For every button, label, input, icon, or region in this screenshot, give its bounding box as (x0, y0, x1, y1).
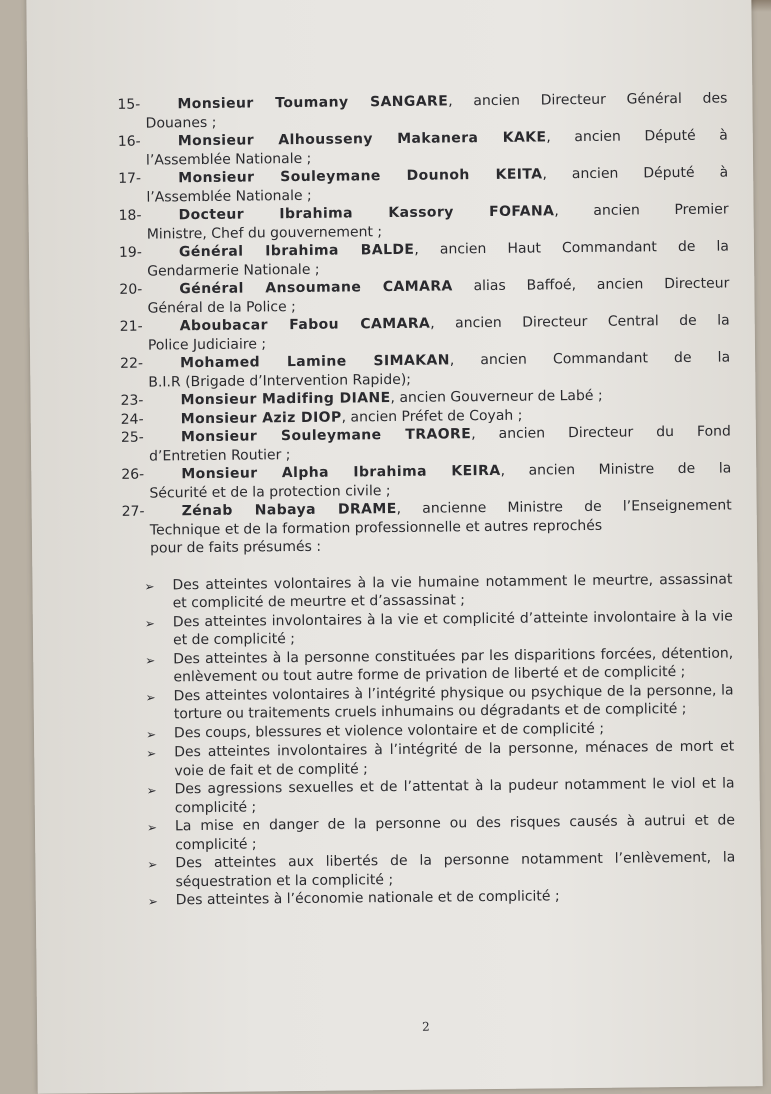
charge-text: Des atteintes volontaires à l’intégrité physique ou psychique de la personne, la torture ou traitements cruels inhumains ou dégradants et de complicité ; (173, 681, 734, 723)
arrow-right-icon: ➢ (145, 727, 157, 742)
accused-entry (121, 459, 731, 502)
charges-intro: pour de faits présumés : (149, 538, 322, 557)
accused-entry (119, 237, 729, 280)
accused-entry (118, 200, 728, 243)
entry-number: 24- (120, 411, 144, 428)
entry-number: 20- (119, 281, 143, 298)
entry-name: Mohamed Lamine SIMAKAN (180, 352, 450, 372)
arrow-right-icon: ➢ (147, 857, 158, 872)
entry-continuation: Général de la Police ; (147, 298, 296, 317)
entry-continuation: Ministre, Chef du gouvernement ; (146, 223, 383, 243)
accused-entry (117, 89, 727, 132)
charge-text: Des atteintes à l’économie nationale et de complicité ; (175, 888, 560, 909)
entry-title: , ancien Directeur Général des (448, 90, 728, 110)
charge-item (147, 811, 735, 854)
entry-title: , ancien Préfet de Coyah ; (341, 407, 523, 426)
entry-number: 17- (118, 170, 142, 187)
charge-text: Des coups, blessures et violence volontaire et de complicité ; (173, 720, 605, 741)
charge-item (144, 570, 732, 613)
accused-entry (119, 274, 729, 317)
entry-name: Monsieur Toumany SANGARE (177, 93, 449, 113)
entry-title: , ancien Député à (542, 164, 729, 183)
charge-item (147, 774, 735, 817)
entry-number: 21- (119, 318, 143, 335)
entry-number: 22- (120, 355, 144, 372)
accused-entry (121, 422, 731, 465)
charge-text: La mise en danger de la personne ou des risques causés à autrui et de complicité ; (174, 812, 736, 853)
charges-list (144, 570, 735, 911)
accused-list (117, 89, 732, 539)
entry-name: Monsieur Aziz DIOP (180, 409, 342, 427)
entry-name: Général Ansoumane CAMARA (179, 278, 453, 298)
entry-name: Docteur Ibrahima Kassory FOFANA (178, 203, 555, 224)
entry-continuation: Technique et de la formation professionnelle et autres reprochés (149, 517, 603, 539)
entry-name: Aboubacar Fabou CAMARA (179, 315, 431, 335)
entry-name: Monsieur Souleymane Dounoh KEITA (178, 166, 543, 187)
entry-number: 26- (121, 466, 145, 483)
charge-item (145, 644, 733, 687)
entry-name: Général Ibrahima BALDE (178, 241, 415, 261)
charge-item (145, 607, 733, 650)
charge-text: Des atteintes involontaires à la vie et complicité d’atteinte involontaire à la vie et de complicité ; (172, 607, 733, 649)
entry-continuation: l’Assemblée Nationale ; (145, 150, 312, 169)
entry-number: 18- (118, 207, 142, 224)
entry-title: , ancien Gouverneur de Labé ; (390, 387, 603, 407)
entry-title: , ancien Député à (546, 127, 728, 146)
charge-item (146, 681, 734, 724)
arrow-right-icon: ➢ (145, 653, 156, 668)
entry-title: , ancien Directeur Central de la (430, 312, 730, 332)
entry-number: 15- (117, 96, 141, 113)
charge-text: Des atteintes involontaires à l’intégrité de la personne, ménaces de mort et voie de fait et de complité ; (174, 738, 735, 779)
entry-title: , ancienne Ministre de l’Enseignement (396, 497, 732, 517)
arrow-right-icon: ➢ (146, 820, 158, 835)
charge-item (146, 737, 734, 780)
entry-number: 23- (120, 392, 144, 409)
entry-name: Monsieur Souleymane TRAORE (180, 426, 472, 446)
entry-continuation: Douanes ; (145, 114, 217, 132)
entry-number: 27- (121, 503, 145, 520)
entry-number: 16- (117, 133, 141, 150)
entry-title: , ancien Haut Commandant de la (414, 238, 730, 258)
entry-continuation: B.I.R (Brigade d’Intervention Rapide); (148, 371, 412, 391)
accused-entry (118, 163, 728, 206)
entry-name: Monsieur Alhousseny Makanera KAKE (177, 129, 547, 150)
charge-text: Des atteintes volontaires à la vie humaine notamment le meurtre, assassinat et complicité de meurtre et d’assassinat ; (172, 570, 733, 612)
charge-text: Des atteintes aux libertés de la personne notamment l’enlèvement, la séquestration et la complicité ; (175, 849, 736, 890)
charge-text: Des atteintes à la personne constituées par les disparitions forcées, détention, enlèvement ou tout autre forme de privation de liberté et de complicité ; (173, 644, 734, 686)
page-number: 2 (422, 1019, 430, 1034)
entry-continuation: l’Assemblée Nationale ; (146, 187, 312, 206)
arrow-right-icon: ➢ (146, 746, 157, 761)
entry-title: , ancien Ministre de la (500, 460, 732, 479)
arrow-right-icon: ➢ (144, 616, 155, 631)
entry-name: Monsieur Alpha Ibrahima KEIRA (181, 462, 501, 483)
entry-continuation: Sécurité et de la protection civile ; (149, 482, 391, 502)
entry-title: alias Baffoé, ancien Directeur (452, 275, 730, 295)
entry-continuation: Police Judiciaire ; (147, 335, 267, 354)
entry-continuation: Gendarmerie Nationale ; (147, 261, 320, 280)
entry-continuation: d’Entretien Routier ; (149, 446, 291, 465)
accused-entry (122, 496, 732, 539)
charge-item (147, 848, 735, 891)
arrow-right-icon: ➢ (144, 579, 155, 594)
document-page (26, 0, 762, 1094)
entry-number: 19- (118, 244, 142, 261)
arrow-right-icon: ➢ (147, 894, 158, 909)
entry-name: Monsieur Madifing DIANE (180, 390, 391, 409)
accused-entry (120, 348, 730, 391)
entry-title: , ancien Commandant de la (449, 349, 731, 369)
entry-title: , ancien Premier (554, 201, 729, 220)
accused-entry (120, 311, 730, 354)
arrow-right-icon: ➢ (146, 783, 157, 798)
document-body (117, 89, 736, 911)
entry-name: Zénab Nabaya DRAME (181, 500, 397, 520)
entry-number: 25- (120, 429, 144, 446)
charge-text: Des agressions sexuelles et de l’attentat à la pudeur notamment le viol et la complicité ; (174, 775, 735, 816)
arrow-right-icon: ➢ (145, 690, 156, 705)
accused-entry (118, 126, 728, 169)
entry-title: , ancien Directeur du Fond (471, 423, 731, 443)
